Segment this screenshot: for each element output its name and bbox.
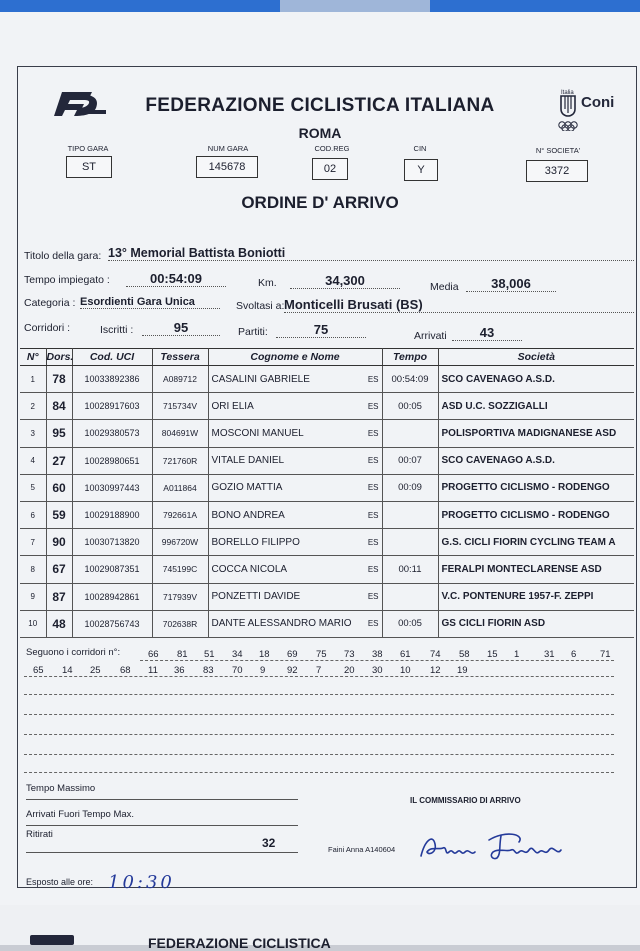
tempo-massimo-line bbox=[26, 799, 298, 800]
table-row bbox=[20, 393, 634, 420]
cod-reg-box: 02 bbox=[312, 158, 348, 180]
media-label: Media bbox=[430, 281, 459, 293]
cell-tessera: A089712 bbox=[152, 366, 208, 393]
societa-box: 3372 bbox=[526, 160, 588, 182]
federation-city: ROMA bbox=[298, 125, 342, 141]
km-value: 34,300 bbox=[290, 273, 400, 289]
cell-bib: 90 bbox=[46, 529, 72, 556]
ritirati-value: 32 bbox=[262, 836, 276, 850]
partiti-label: Partiti: bbox=[238, 326, 268, 338]
blank-line-1 bbox=[24, 694, 614, 695]
cell-time: 00:09 bbox=[382, 474, 438, 501]
cell-category: ES bbox=[360, 610, 382, 637]
header-tessera: Tessera bbox=[152, 349, 208, 366]
cell-team: POLISPORTIVA MADIGNANESE ASD bbox=[438, 420, 634, 447]
cell-uci-code: 10030997443 bbox=[72, 474, 152, 501]
cell-team: SCO CAVENAGO A.S.D. bbox=[438, 447, 634, 474]
follower-number: 18 bbox=[259, 649, 270, 660]
blank-line-3 bbox=[24, 734, 614, 735]
follower-number: 51 bbox=[204, 649, 215, 660]
cell-team: SCO CAVENAGO A.S.D. bbox=[438, 366, 634, 393]
cell-uci-code: 10029380573 bbox=[72, 420, 152, 447]
table-row bbox=[20, 420, 634, 447]
table-row bbox=[20, 583, 634, 610]
next-sheet-logo-icon bbox=[30, 935, 74, 945]
document-title: ORDINE D' ARRIVO bbox=[241, 193, 399, 212]
cell-time bbox=[382, 529, 438, 556]
cell-team: V.C. PONTENURE 1957-F. ZEPPI bbox=[438, 583, 634, 610]
follower-number: 81 bbox=[177, 649, 188, 660]
signature-icon bbox=[415, 826, 585, 866]
cell-rider-name: MOSCONI MANUEL bbox=[208, 420, 360, 447]
cell-category: ES bbox=[360, 393, 382, 420]
cell-time: 00:05 bbox=[382, 393, 438, 420]
follower-number: 25 bbox=[90, 665, 101, 676]
num-gara-label: NUM GARA bbox=[207, 144, 249, 153]
next-sheet bbox=[0, 905, 640, 951]
follower-number: 7 bbox=[316, 665, 322, 676]
svoltasi-label: Svoltasi a: bbox=[236, 300, 285, 312]
cell-rider-name: BONO ANDREA bbox=[208, 501, 360, 528]
race-title-label: Titolo della gara: bbox=[24, 250, 102, 262]
follower-number: 83 bbox=[203, 665, 214, 676]
km-label: Km. bbox=[258, 277, 277, 289]
header-societa: Società bbox=[438, 349, 634, 366]
cell-time bbox=[382, 583, 438, 610]
cell-category: ES bbox=[360, 556, 382, 583]
cell-time: 00:54:09 bbox=[382, 366, 438, 393]
cell-category: ES bbox=[360, 420, 382, 447]
federation-title: FEDERAZIONE CICLISTICA ITALIANA bbox=[145, 95, 495, 116]
cell-rider-name: COCCA NICOLA bbox=[208, 556, 360, 583]
follower-number: 31 bbox=[544, 649, 555, 660]
cell-rider-name: CASALINI GABRIELE bbox=[208, 366, 360, 393]
cell-category: ES bbox=[360, 583, 382, 610]
ritirati-label: Ritirati bbox=[26, 829, 53, 840]
cell-rank: 2 bbox=[20, 393, 46, 420]
cell-category: ES bbox=[360, 501, 382, 528]
cell-bib: 67 bbox=[46, 556, 72, 583]
commissario-name: Faini Anna A140604 bbox=[328, 845, 396, 854]
arrivati-label: Arrivati bbox=[414, 330, 447, 342]
cell-tessera: 721760R bbox=[152, 447, 208, 474]
cell-rank: 10 bbox=[20, 610, 46, 637]
arrivati-value: 43 bbox=[452, 325, 522, 341]
cell-bib: 27 bbox=[46, 447, 72, 474]
cell-team: ASD U.C. SOZZIGALLI bbox=[438, 393, 634, 420]
cell-rider-name: DANTE ALESSANDRO MARIO bbox=[208, 610, 360, 637]
cell-team: FERALPI MONTECLARENSE ASD bbox=[438, 556, 634, 583]
categoria-value: Esordienti Gara Unica bbox=[80, 296, 220, 309]
cell-rider-name: BORELLO FILIPPO bbox=[208, 529, 360, 556]
header-dors: Dors. bbox=[46, 349, 72, 366]
results-table bbox=[20, 348, 634, 638]
cell-tessera: 792661A bbox=[152, 501, 208, 528]
cell-rank: 3 bbox=[20, 420, 46, 447]
cell-bib: 84 bbox=[46, 393, 72, 420]
coni-italia-text: Italia bbox=[561, 90, 574, 96]
follower-number: 19 bbox=[457, 665, 468, 676]
tipo-gara-box: ST bbox=[66, 156, 112, 178]
cell-rank: 7 bbox=[20, 529, 46, 556]
svoltasi-value: Monticelli Brusati (BS) bbox=[284, 297, 634, 313]
cell-tessera: 717939V bbox=[152, 583, 208, 610]
cell-rank: 1 bbox=[20, 366, 46, 393]
cell-tessera: 715734V bbox=[152, 393, 208, 420]
table-row bbox=[20, 529, 634, 556]
cell-category: ES bbox=[360, 529, 382, 556]
cell-tessera: 702638R bbox=[152, 610, 208, 637]
fuori-tempo-line bbox=[26, 825, 298, 826]
cell-bib: 95 bbox=[46, 420, 72, 447]
cell-time bbox=[382, 420, 438, 447]
iscritti-label: Iscritti : bbox=[100, 324, 134, 336]
race-title-value: 13° Memorial Battista Boniotti bbox=[108, 246, 634, 261]
follower-number: 1 bbox=[514, 649, 520, 660]
followers-row-1 bbox=[0, 649, 640, 663]
cin-box: Y bbox=[404, 159, 438, 181]
follower-number: 73 bbox=[344, 649, 355, 660]
tempo-label: Tempo impiegato : bbox=[24, 274, 110, 286]
header-name: Cognome e Nome bbox=[208, 349, 382, 366]
next-sheet-title: FEDERAZIONE CICLISTICA bbox=[148, 935, 331, 951]
blank-line-5 bbox=[24, 772, 614, 773]
cell-rider-name: PONZETTI DAVIDE bbox=[208, 583, 360, 610]
follower-number: 15 bbox=[487, 649, 498, 660]
follower-number: 65 bbox=[33, 665, 44, 676]
table-row bbox=[20, 556, 634, 583]
cell-uci-code: 10029188900 bbox=[72, 501, 152, 528]
media-value: 38,006 bbox=[466, 276, 556, 292]
tipo-gara-label: TIPO GARA bbox=[67, 144, 109, 153]
cell-uci-code: 10029087351 bbox=[72, 556, 152, 583]
blank-line-2 bbox=[24, 714, 614, 715]
cell-bib: 78 bbox=[46, 366, 72, 393]
cell-rank: 5 bbox=[20, 474, 46, 501]
cell-category: ES bbox=[360, 366, 382, 393]
header-uci: Cod. UCI bbox=[72, 349, 152, 366]
esposto-label: Esposto alle ore: bbox=[26, 877, 94, 887]
cell-bib: 59 bbox=[46, 501, 72, 528]
follower-number: 92 bbox=[287, 665, 298, 676]
follower-number: 66 bbox=[148, 649, 159, 660]
cell-team: PROGETTO CICLISMO - RODENGO bbox=[438, 501, 634, 528]
follower-number: 6 bbox=[571, 649, 577, 660]
follower-number: 9 bbox=[260, 665, 266, 676]
coni-text: Coni bbox=[581, 94, 615, 111]
cell-tessera: 996720W bbox=[152, 529, 208, 556]
fuori-tempo-label: Arrivati Fuori Tempo Max. bbox=[26, 809, 135, 820]
cell-uci-code: 10033892386 bbox=[72, 366, 152, 393]
cell-team: PROGETTO CICLISMO - RODENGO bbox=[438, 474, 634, 501]
follower-number: 58 bbox=[459, 649, 470, 660]
follower-number: 68 bbox=[120, 665, 131, 676]
cell-rank: 8 bbox=[20, 556, 46, 583]
cell-category: ES bbox=[360, 474, 382, 501]
cell-rank: 9 bbox=[20, 583, 46, 610]
table-row bbox=[20, 501, 634, 528]
follower-number: 75 bbox=[316, 649, 327, 660]
followers-label: Seguono i corridori n°: bbox=[26, 647, 121, 658]
cin-label: CIN bbox=[413, 144, 427, 153]
cell-rank: 4 bbox=[20, 447, 46, 474]
cell-time: 00:07 bbox=[382, 447, 438, 474]
cell-rider-name: ORI ELIA bbox=[208, 393, 360, 420]
follower-number: 12 bbox=[430, 665, 441, 676]
cell-bib: 60 bbox=[46, 474, 72, 501]
follower-number: 38 bbox=[372, 649, 383, 660]
cell-time: 00:11 bbox=[382, 556, 438, 583]
categoria-label: Categoria : bbox=[24, 297, 76, 309]
cell-uci-code: 10028917603 bbox=[72, 393, 152, 420]
cell-bib: 48 bbox=[46, 610, 72, 637]
follower-number: 36 bbox=[174, 665, 185, 676]
societa-label: N° SOCIETA' bbox=[535, 146, 581, 155]
follower-number: 11 bbox=[148, 665, 158, 676]
cell-time bbox=[382, 501, 438, 528]
num-gara-box: 145678 bbox=[196, 156, 258, 178]
ritirati-line bbox=[26, 852, 298, 853]
corridori-label: Corridori : bbox=[24, 322, 71, 334]
cell-tessera: 745199C bbox=[152, 556, 208, 583]
cell-uci-code: 10028980651 bbox=[72, 447, 152, 474]
partiti-value: 75 bbox=[276, 322, 366, 338]
table-header-row bbox=[20, 349, 634, 366]
header-n: N° bbox=[20, 349, 46, 366]
follower-number: 34 bbox=[232, 649, 243, 660]
follower-number: 10 bbox=[400, 665, 411, 676]
follower-number: 70 bbox=[232, 665, 243, 676]
follower-number: 69 bbox=[287, 649, 298, 660]
follower-number: 14 bbox=[62, 665, 73, 676]
cell-tessera: A011864 bbox=[152, 474, 208, 501]
table-row bbox=[20, 474, 634, 501]
esposto-value: 10:30 bbox=[108, 872, 175, 893]
cell-uci-code: 10028756743 bbox=[72, 610, 152, 637]
cell-time: 00:05 bbox=[382, 610, 438, 637]
follower-number: 71 bbox=[600, 649, 611, 660]
follower-number: 74 bbox=[430, 649, 441, 660]
follower-number: 20 bbox=[344, 665, 355, 676]
tempo-massimo-label: Tempo Massimo bbox=[26, 783, 96, 794]
cell-team: GS CICLI FIORIN ASD bbox=[438, 610, 634, 637]
iscritti-value: 95 bbox=[142, 320, 220, 336]
cell-category: ES bbox=[360, 447, 382, 474]
followers-row-2 bbox=[0, 665, 640, 679]
header-tempo: Tempo bbox=[382, 349, 438, 366]
cell-team: G.S. CICLI FIORIN CYCLING TEAM A bbox=[438, 529, 634, 556]
top-blue-band bbox=[0, 0, 640, 12]
tempo-value: 00:54:09 bbox=[126, 271, 226, 287]
cell-rank: 6 bbox=[20, 501, 46, 528]
blank-line-4 bbox=[24, 754, 614, 755]
follower-number: 30 bbox=[372, 665, 383, 676]
tape-strip bbox=[280, 0, 430, 12]
cell-uci-code: 10028942861 bbox=[72, 583, 152, 610]
table-row bbox=[20, 366, 634, 393]
cell-tessera: 804691W bbox=[152, 420, 208, 447]
cell-bib: 87 bbox=[46, 583, 72, 610]
follower-number: 61 bbox=[400, 649, 411, 660]
cell-uci-code: 10030713820 bbox=[72, 529, 152, 556]
commissario-label: IL COMMISSARIO DI ARRIVO bbox=[410, 796, 521, 805]
cell-rider-name: GOZIO MATTIA bbox=[208, 474, 360, 501]
table-row bbox=[20, 447, 634, 474]
cell-rider-name: VITALE DANIEL bbox=[208, 447, 360, 474]
table-row bbox=[20, 610, 634, 637]
cod-reg-label: COD.REG bbox=[314, 144, 350, 153]
